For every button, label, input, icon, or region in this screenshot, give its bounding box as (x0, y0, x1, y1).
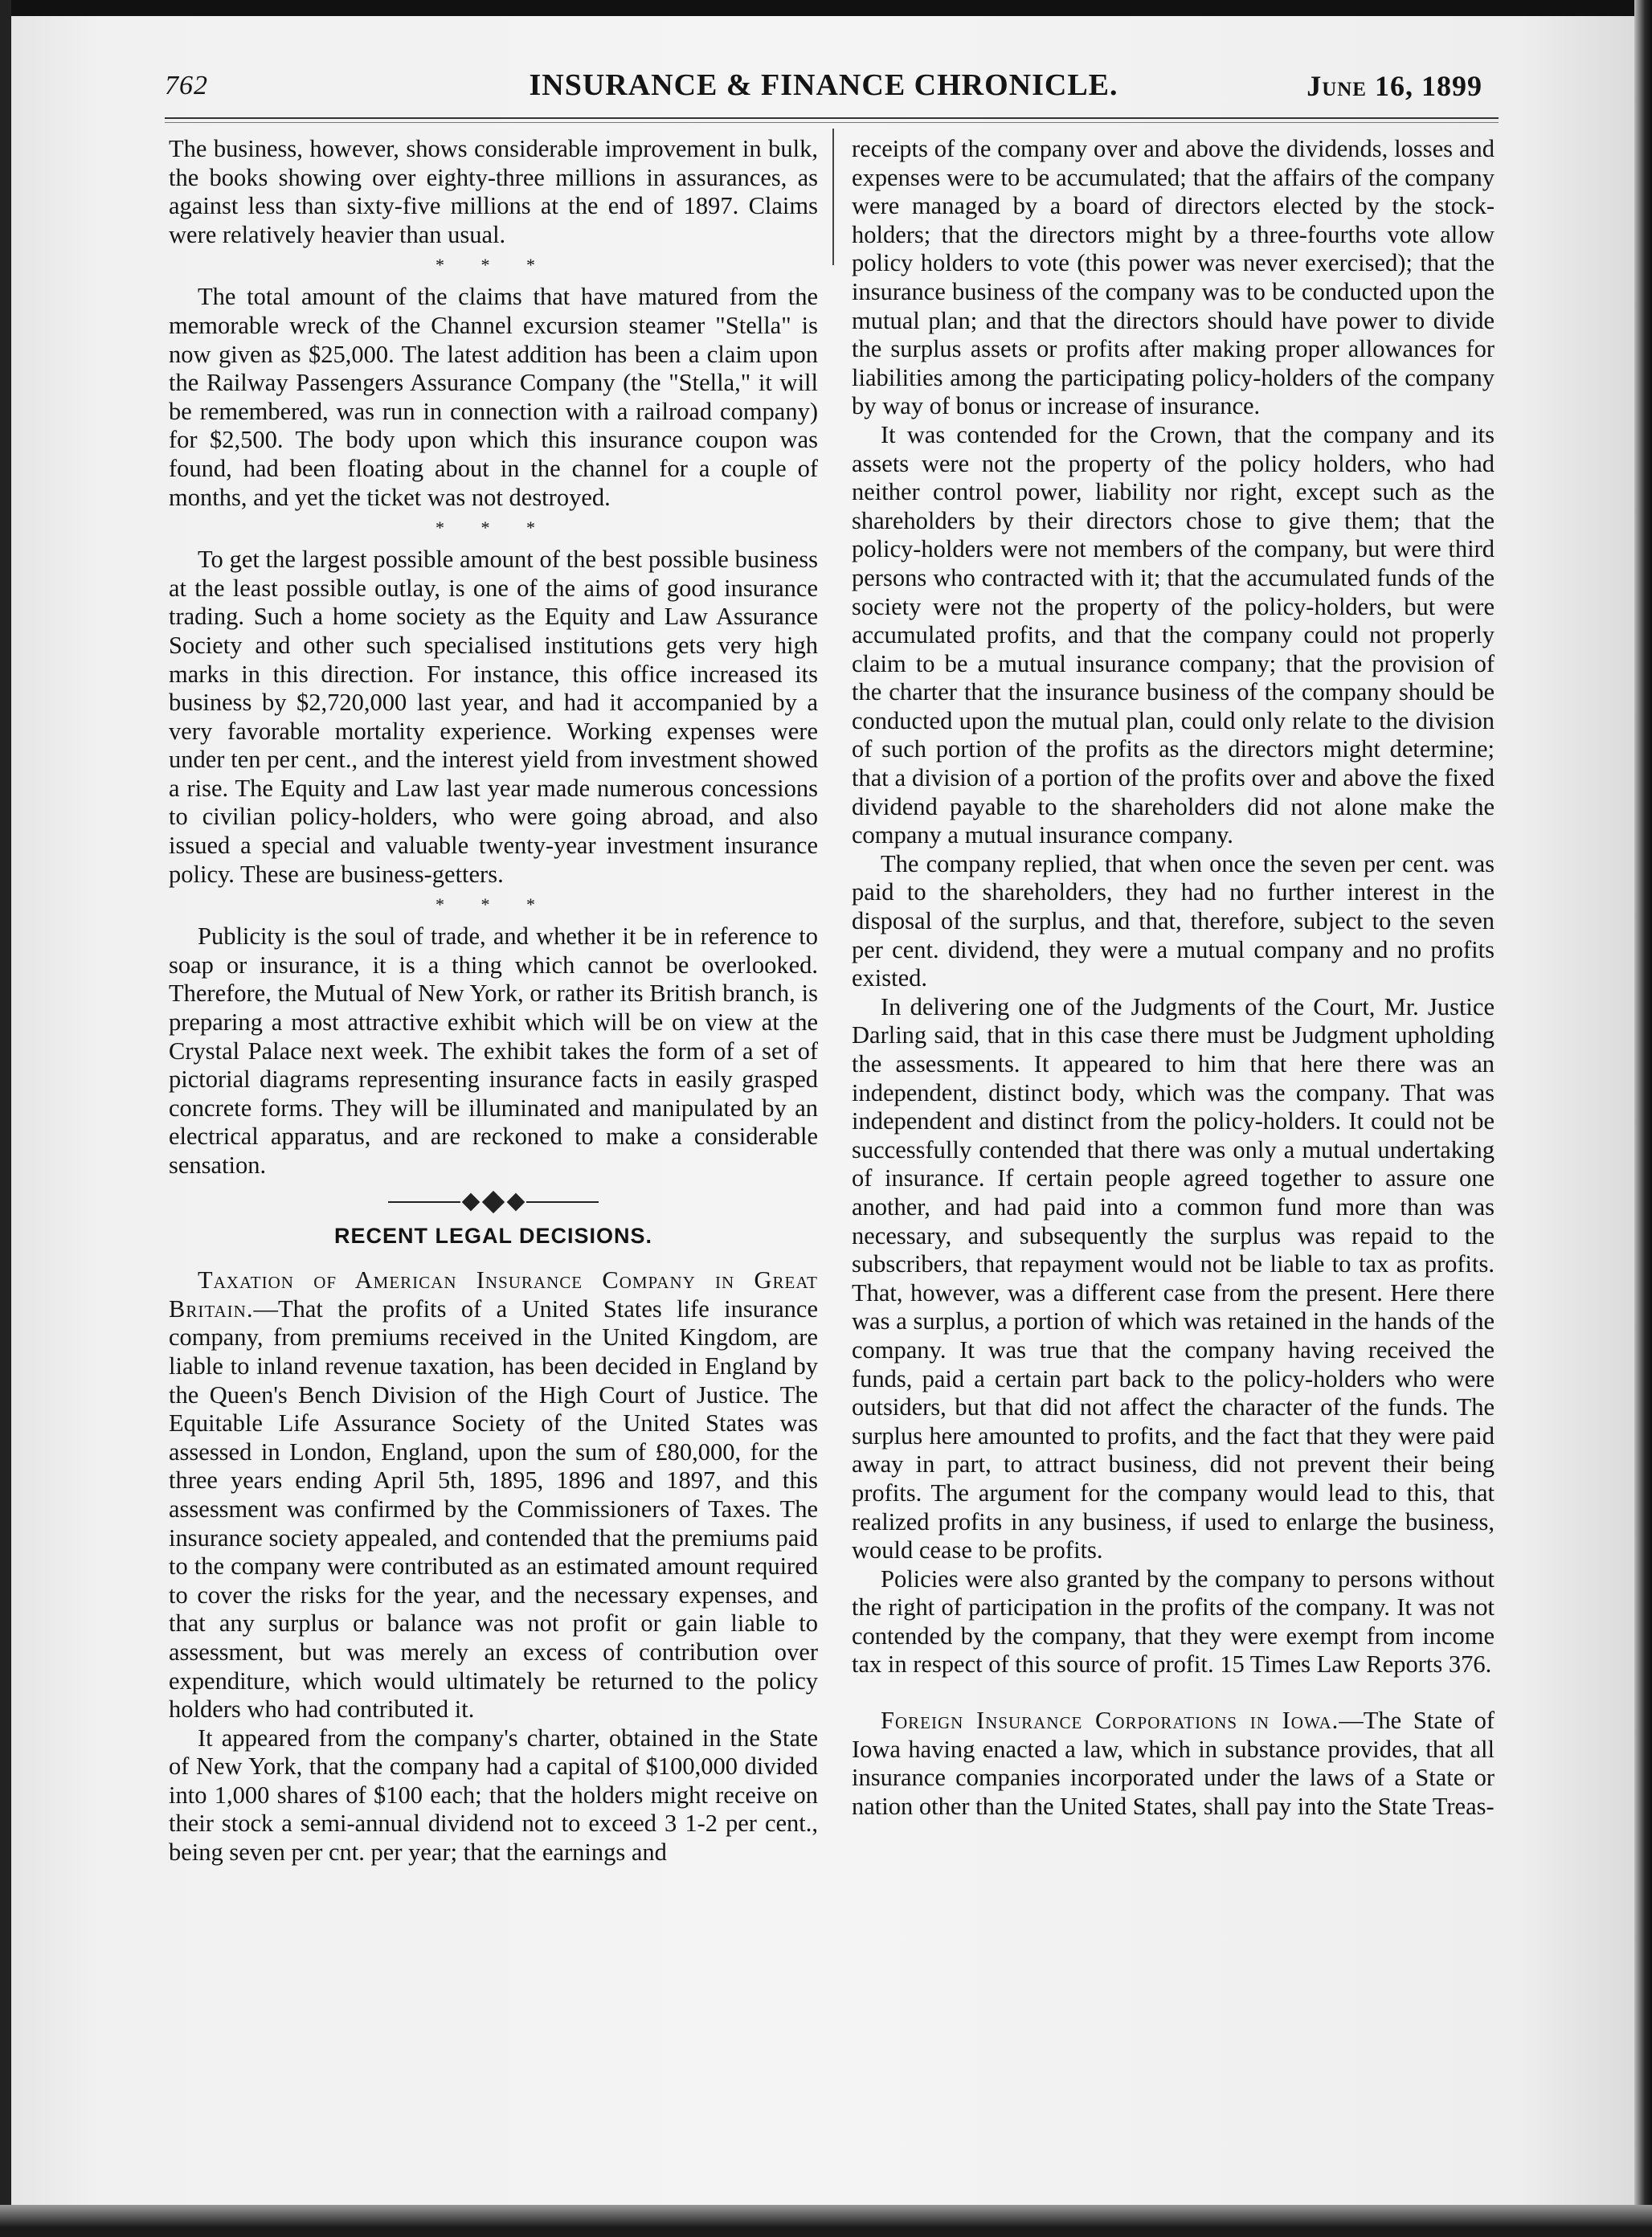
iowa-item-title: Foreign Insurance Corporations in Iowa. (881, 1707, 1339, 1735)
legal-decision-title: Taxation of American Insurance Company in Great Britain. (169, 1266, 818, 1323)
issue-date: June 16, 1899 (1306, 70, 1482, 102)
scan-border-top (0, 0, 1652, 16)
left-column (169, 135, 818, 1867)
column-divider (832, 129, 834, 265)
paragraph: It appeared from the company's charter, obtained in the State of New York, that the company had a capital of $100,000 divided into 1,000 shares of $100 each; that the holders might receive on their stock a semi-annual dividend not to exceed 3 1-2 per cent., being seven per cnt. per year; that the earnings and (169, 1724, 818, 1867)
ornament-diamond (462, 1192, 480, 1211)
paragraph: Policies were also granted by the company to persons without the right of participation in the profits of the company. It was not contended by the company, that they were exempt from income tax in respect of this source of profit. 15 Times Law Reports 376. (852, 1564, 1495, 1679)
paragraph: The company replied, that when once the seven per cent. was paid to the shareholders, they had no further interest in the disposal of the surplus, and that, therefore, subject to the seven per cent. dividend, they were a mutual company and no profits existed. (852, 849, 1495, 992)
scan-border-bottom (0, 2205, 1652, 2237)
iowa-paragraph (852, 1707, 1495, 1821)
right-column (852, 135, 1495, 1821)
section-break-stars: * * * (435, 255, 551, 276)
ornament-line (526, 1201, 599, 1203)
header-rule (165, 117, 1499, 119)
ornament-diamond (507, 1192, 525, 1211)
iowa-item-text: —The State of Iowa having enacted a law, which in substance provides, that all insurance companies incorporated under the laws of a State or nation other than the United States, shall pay into the State Treas- (852, 1707, 1495, 1820)
ornament-line (388, 1201, 460, 1203)
paragraph: Publicity is the soul of trade, and whether it be in reference to soap or insurance, it is a thing which cannot be overlooked. Therefore, the Mutual of New York, or rather its British branch, is preparing a most attractive exhibit which will be on view at the Crystal Palace next week. The exhibit takes the form of a set of pictorial diagrams representing insurance facts in easily grasped concrete forms. They will be illuminated and manipulated by an electrical apparatus, and are reckoned to make a considerable sensation. (169, 922, 818, 1179)
page-number: 762 (165, 71, 208, 100)
section-break-stars: * * * (435, 517, 551, 538)
legal-decision-paragraph (169, 1266, 818, 1724)
legal-decision-text: —That the profits of a United States life insurance company, from premiums received in the United Kingdom, are liable to inland revenue taxation, has been decided in England by the Queen's Bench Division of the High Court of Justice. The Equitable Life Assurance Society of the United States was assessed in London, England, upon the sum of £80,000, for the three years ending April 5th, 1895, 1896 and 1897, and this assessment was confirmed by the Commissioners of Taxes. The insurance society appealed, and contended that the premiums paid to the company were contributed as an estimated amount required to cover the risks for the year, and the necessary expenses, and that any surplus or balance was not profit or gain liable to assessment, but was merely an excess of contribution over expenditure, which would ultimately be returned to the policy holders who had contributed it. (169, 1294, 818, 1724)
page-header (165, 67, 1482, 116)
publication-title: INSURANCE & FINANCE CHRONICLE. (529, 68, 1118, 102)
paragraph: To get the largest possible amount of the best possible business at the least possible outlay, is one of the aims of good insurance trading. Such a home society as the Equity and Law Assurance Society and other such specialised institutions gets very high marks in this direction. For instance, this office increased its business by $2,720,000 last year, and had it accompanied by a very favorable mortality experience. Working expenses were under ten per cent., and the interest yield from investment showed a rise. The Equity and Law last year made numerous concessions to civilian policy-holders, who were going abroad, and also issued a special and valuable twenty-year investment insurance policy. These are business-getters. (169, 546, 818, 888)
paragraph: receipts of the company over and above the dividends, losses and expenses were to be accumulated; that the affairs of the company were managed by a board of directors elected by the stock-holders; that the directors might by a three-fourths vote allow policy holders to vote (this power was never exercised); that the insurance business of the company was to be conducted upon the mutual plan; and that the directors should have power to divide the surplus assets or profits after making proper allowances for liabilities among the participating policy-holders of the company by way of bonus or increase of insurance. (852, 135, 1495, 420)
paragraph: The total amount of the claims that have matured from the memorable wreck of the Channel excursion steamer "Stella" is now given as $25,000. The latest addition has been a claim upon the Railway Passengers Assurance Company (the "Stella," it will be remembered, was run in connection with a railroad company) for $2,500. The body upon which this insurance coupon was found, had been floating about in the channel for a couple of months, and yet the ticket was not destroyed. (169, 283, 818, 511)
ornament-diamond (482, 1190, 505, 1213)
scan-border-left (0, 0, 11, 2237)
paragraph: In delivering one of the Judgments of the Court, Mr. Justice Darling said, that in this case there must be Judgment upholding the assessments. It appeared to him that here there was an independent, distinct body, which was the company. That was independent and distinct from the policy-holders. It could not be successfully contended that there was only a mutual undertaking of insurance. If certain people agreed together to assure one another, and had paid into a common fund more than was necessary, and subsequently the surplus was repaid to the subscribers, that repayment would not be liable to tax as profits. That, however, was a different case from the present. Here there was a surplus, a portion of which was retained in the hands of the company. It was true that the company having received the funds, paid a certain part back to the policy-holders who were outsiders, but that did not affect the character of the funds. The surplus here amounted to profits, and the fact that they were paid away in part, to attract business, did not prevent their being profits. The argument for the company would lead to this, that realized profits in any business, if used to enlarge the business, would cease to be profits. (852, 992, 1495, 1564)
paragraph: It was contended for the Crown, that the company and its assets were not the property of the policy holders, who had neither control power, liability nor right, except such as the shareholders by their directors chose to give them; that the policy-holders were not members of the company, but were third persons who contracted with it; that the accumulated funds of the society were not the property of the policy-holders, but were accumulated profits, and that the company could not properly claim to be a mutual insurance company; that the provision of the charter that the insurance business of the company should be conducted upon the mutual plan, could only relate to the division of such portion of the profits as the directors might determine; that a division of a portion of the profits over and above the fixed dividend payable to the shareholders did not alone make the company a mutual insurance company. (852, 420, 1495, 849)
spacer (852, 1679, 1495, 1707)
section-heading: RECENT LEGAL DECISIONS. (333, 1223, 653, 1248)
header-rule-thin (165, 122, 1499, 123)
scan-border-right (1634, 0, 1652, 2237)
paragraph: The business, however, shows considerable improvement in bulk, the books showing over eighty-three millions in assurances, as against less than sixty-five millions at the end of 1897. Claims were relatively heavier than usual. (169, 135, 818, 248)
ornamental-divider (169, 1187, 818, 1217)
section-break-stars: * * * (435, 894, 551, 915)
